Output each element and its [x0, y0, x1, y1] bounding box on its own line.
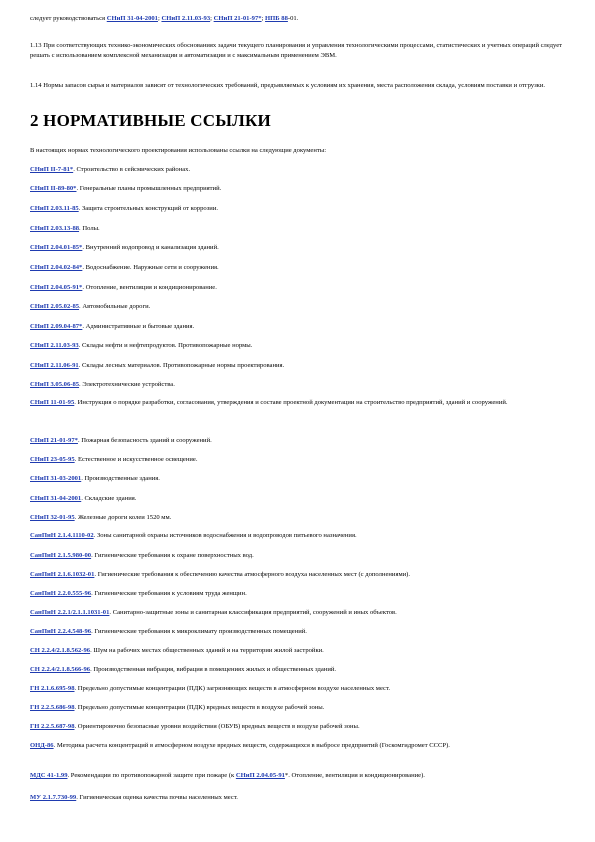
reference-title: . Санитарно-защитные зоны и санитарная классификация предприятий, сооружений и иных объектов.: [109, 609, 397, 616]
reference-code-link[interactable]: СанПиН 2.1.6.1032-01: [30, 571, 95, 578]
reference-code-link[interactable]: ГН 2.1.6.695-98: [30, 685, 75, 692]
reference-title: . Шум на рабочих местах общественных зданий и на территории жилой застройки.: [90, 647, 324, 654]
section-lead: В настоящих нормах технологического проектирования использованы ссылки на следующие документы:: [30, 147, 327, 154]
reference-code-link[interactable]: СанПиН 2.1.4.1110-02: [30, 532, 94, 539]
reference-item: [30, 646, 568, 656]
reference-title: . Ориентировочно безопасные уровни воздействия (ОБУВ) вредных веществ в воздухе рабочей зоны.: [74, 723, 360, 730]
reference-code-link[interactable]: МУ 2.1.7.730-99: [30, 794, 77, 801]
reference-title: . Административные и бытовые здания.: [82, 323, 195, 330]
reference-title: . Зоны санитарной охраны источников водоснабжения и водопроводов питьевого назначения.: [93, 532, 357, 539]
reference-item: [30, 793, 568, 803]
reference-title: . Производственные здания.: [81, 475, 160, 482]
reference-code-link[interactable]: СНиП 3.05.06-85: [30, 381, 80, 388]
reference-item: [30, 665, 568, 675]
reference-code-link[interactable]: СНиП 2.04.05-91: [235, 772, 285, 779]
ref-link[interactable]: СНиП 2.11.03-93: [161, 15, 211, 22]
reference-title: . Рекомендации по противопожарной защите при пожаре (к: [67, 772, 236, 779]
reference-title: . Гигиенические требования к обеспечению качества атмосферного воздуха населенных мест (с дополнениями).: [94, 571, 411, 578]
reference-title: . Инструкция о порядке разработки, согласования, утверждения и составе проектной документации на строительство предприятий, зданий и сооружений.: [74, 399, 508, 406]
reference-item: [30, 474, 568, 484]
reference-title: . Гигиенические требования к охране поверхностных вод.: [91, 552, 254, 559]
reference-title: . Производственная вибрация, вибрация в помещениях жилых и общественных зданий.: [90, 666, 337, 673]
reference-item: [30, 263, 568, 273]
reference-item: [30, 551, 568, 561]
reference-item: [30, 703, 568, 713]
reference-code-link[interactable]: ГН 2.2.5.687-98: [30, 723, 75, 730]
reference-code-link[interactable]: СНиП II-7-81*: [30, 166, 74, 173]
ref-link[interactable]: НПБ 88: [265, 15, 288, 22]
paragraph-1-13: 1.13 При соответствующих технико-экономических обоснованиях задачи текущего планирования и управления технологическими процессами, статистических и учетных операций следует решать с использованием комплексной механизации и автоматизации и с максимальным применением ЭВМ.: [30, 42, 563, 59]
reference-title: . Строительство в сейсмических районах.: [73, 166, 191, 173]
reference-code-link[interactable]: СНиП II-89-80*: [30, 185, 77, 192]
reference-code-link[interactable]: СНиП 2.11.03-93: [30, 342, 79, 349]
reference-item: [30, 570, 568, 580]
reference-code-link[interactable]: СНиП 2.04.05-91*: [30, 284, 83, 291]
intro-line: следует руководствоваться СНиП 31-04-2001; СНиП 2.11.03-93; СНиП 21-01-97*; НПБ 88-01.: [30, 15, 299, 22]
reference-item: [30, 302, 568, 312]
intro-suffix: -01.: [287, 15, 299, 22]
reference-item: [30, 455, 568, 465]
reference-code-link[interactable]: СН 2.2.4/2.1.8.566-96: [30, 666, 91, 673]
reference-title: . Полы.: [79, 225, 100, 232]
reference-code-link[interactable]: СНиП 31-04-2001: [30, 495, 82, 502]
reference-item: [30, 184, 568, 194]
section-title: 2 НОРМАТИВНЫЕ ССЫЛКИ: [30, 111, 271, 130]
reference-title: . Предельно допустимые концентрации (ПДК) загрязняющих веществ в атмосферном воздухе населенных мест.: [74, 685, 391, 692]
reference-title: . Водоснабжение. Наружные сети и сооружения.: [82, 264, 219, 271]
reference-item: [30, 494, 568, 504]
reference-code-link[interactable]: СНиП 2.11.06-91: [30, 362, 79, 369]
reference-code-link[interactable]: СНиП 2.04.01-85*: [30, 244, 83, 251]
ref-link[interactable]: СНиП 21-01-97*: [213, 15, 262, 22]
reference-title: *. Отопление, вентиляция и кондиционирование).: [284, 772, 425, 779]
reference-item: [30, 589, 568, 599]
reference-item: [30, 283, 568, 293]
reference-code-link[interactable]: СНиП 21-01-97*: [30, 437, 78, 444]
reference-code-link[interactable]: СНиП 2.03.11-85: [30, 205, 79, 212]
reference-title: . Автомобильные дороги.: [79, 303, 151, 310]
reference-code-link[interactable]: ОНД-86: [30, 742, 54, 749]
reference-item: [30, 722, 568, 732]
reference-item: [30, 341, 568, 351]
reference-item: [30, 436, 568, 446]
reference-item: [30, 741, 568, 751]
reference-code-link[interactable]: СНиП 2.04.02-84*: [30, 264, 83, 271]
reference-title: . Естественное и искусственное освещение.: [74, 456, 198, 463]
reference-item: [30, 398, 568, 408]
reference-item: [30, 361, 568, 371]
reference-item: [30, 513, 568, 523]
ref-link[interactable]: СНиП 31-04-2001: [106, 15, 158, 22]
reference-title: . Методика расчета концентраций в атмосферном воздухе вредных веществ, содержащихся в выбросе предприятий (Госкомгидромет СССР).: [53, 742, 450, 749]
paragraph-1-14: 1.14 Нормы запасов сырья и материалов зависят от технологических требований, предъявляемых к условиям их хранения, места расположения склада, условиям поставки и отгрузки.: [30, 82, 546, 89]
reference-title: . Склады нефти и нефтепродуктов. Противопожарные нормы.: [78, 342, 253, 349]
reference-item: [30, 165, 568, 175]
reference-code-link[interactable]: СанПиН 2.2.1/2.1.1.1031-01: [30, 609, 110, 616]
reference-title: . Электротехнические устройства.: [79, 381, 175, 388]
intro-prefix: следует руководствоваться: [30, 15, 107, 22]
reference-title: . Железные дороги колеи 1520 мм.: [74, 514, 172, 521]
reference-title: . Внутренний водопровод и канализация зданий.: [82, 244, 219, 251]
reference-title: . Складские здания.: [81, 495, 137, 502]
reference-code-link[interactable]: ГН 2.2.5.686-98: [30, 704, 75, 711]
reference-title: . Гигиенические требования к микроклимату производственных помещений.: [91, 628, 307, 635]
reference-code-link[interactable]: СНиП 32-01-95: [30, 514, 75, 521]
reference-item: [30, 322, 568, 332]
reference-code-link[interactable]: СНиП 2.05.02-85: [30, 303, 80, 310]
reference-title: . Пожарная безопасность зданий и сооружений.: [77, 437, 212, 444]
reference-title: . Гигиенические требования к условиям труда женщин.: [91, 590, 247, 597]
reference-title: . Гигиеническая оценка качества почвы населенных мест.: [76, 794, 238, 801]
reference-item: [30, 627, 568, 637]
reference-title: . Генеральные планы промышленных предприятий.: [76, 185, 222, 192]
reference-title: . Отопление, вентиляция и кондиционирование.: [82, 284, 217, 291]
reference-code-link[interactable]: СанПиН 2.2.0.555-96: [30, 590, 92, 597]
reference-item: [30, 531, 568, 541]
reference-code-link[interactable]: СанПиН 2.1.5.980-00: [30, 552, 92, 559]
reference-item: [30, 608, 568, 618]
reference-item: [30, 243, 568, 253]
reference-title: . Защита строительных конструкций от коррозии.: [78, 205, 219, 212]
reference-item: [30, 380, 568, 390]
reference-code-link[interactable]: СНиП 2.09.04-87*: [30, 323, 83, 330]
reference-code-link[interactable]: СанПиН 2.2.4.548-96: [30, 628, 92, 635]
reference-item: [30, 204, 568, 214]
reference-code-link[interactable]: СНиП 2.03.13-88: [30, 225, 80, 232]
reference-code-link[interactable]: МДС 41-1.99: [30, 772, 68, 779]
reference-code-link[interactable]: СНиП 31-03-2001: [30, 475, 82, 482]
reference-code-link[interactable]: СНиП 23-05-95: [30, 456, 75, 463]
reference-title: . Предельно допустимые концентрации (ПДК) вредных веществ в воздухе рабочей зоны.: [74, 704, 325, 711]
reference-code-link[interactable]: СНиП 11-01-95: [30, 399, 75, 406]
reference-item: [30, 771, 568, 781]
reference-code-link[interactable]: СН 2.2.4/2.1.8.562-96: [30, 647, 91, 654]
reference-title: . Склады лесных материалов. Противопожарные нормы проектирования.: [78, 362, 285, 369]
reference-item: [30, 224, 568, 234]
reference-item: [30, 684, 568, 694]
